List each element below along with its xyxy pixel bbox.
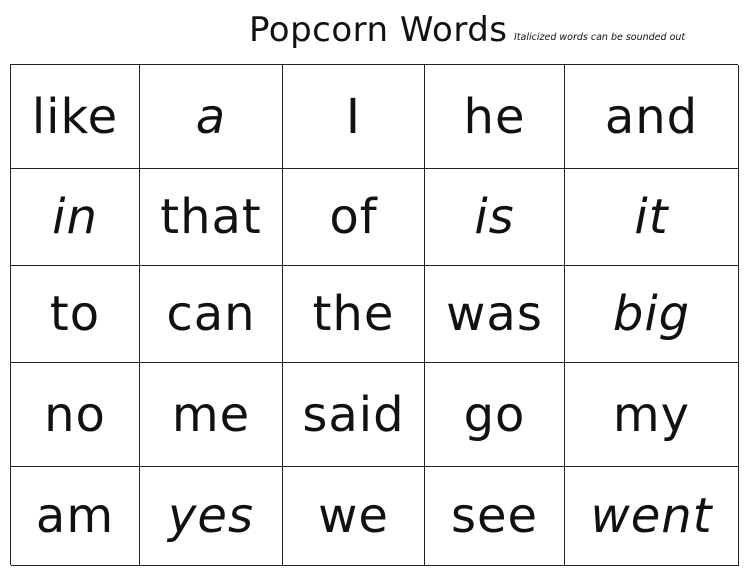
word-text: big	[612, 286, 691, 342]
word-text: me	[171, 386, 251, 443]
word-cell	[140, 169, 283, 266]
word-text: yes	[168, 488, 254, 544]
word-cell	[283, 363, 425, 467]
word-text: I	[345, 88, 362, 145]
word-text: he	[463, 88, 526, 145]
word-cell	[565, 363, 739, 467]
page-header	[0, 0, 746, 60]
word-cell	[283, 169, 425, 266]
word-cell	[140, 363, 283, 467]
word-text: to	[49, 286, 101, 342]
word-cell	[283, 266, 425, 363]
word-cell	[283, 467, 425, 566]
word-cell	[140, 65, 283, 169]
word-text: of	[329, 189, 378, 245]
word-cell	[425, 65, 565, 169]
word-text: see	[450, 488, 539, 544]
italic-note: Italicized words can be sounded out	[514, 32, 686, 43]
word-cell	[425, 266, 565, 363]
word-text: said	[302, 386, 405, 443]
word-text: no	[44, 386, 106, 443]
word-grid	[10, 64, 738, 565]
word-text: like	[31, 88, 119, 145]
word-text: my	[612, 386, 691, 443]
word-cell	[11, 266, 140, 363]
word-cell	[425, 363, 565, 467]
word-cell	[11, 169, 140, 266]
word-text: in	[52, 189, 98, 245]
word-text: can	[166, 286, 256, 342]
word-text: and	[604, 88, 699, 145]
word-text: the	[312, 286, 395, 342]
word-text: that	[160, 189, 262, 245]
word-cell	[565, 169, 739, 266]
page-title: Popcorn Words	[249, 10, 508, 50]
word-cell	[283, 65, 425, 169]
word-cell	[425, 169, 565, 266]
word-text: it	[634, 189, 669, 245]
word-cell	[11, 467, 140, 566]
word-cell	[565, 266, 739, 363]
word-cell	[11, 65, 140, 169]
word-text: was	[446, 286, 543, 342]
word-text: go	[463, 386, 526, 443]
word-cell	[140, 467, 283, 566]
word-cell	[425, 467, 565, 566]
word-cell	[140, 266, 283, 363]
word-cell	[565, 65, 739, 169]
word-text: we	[318, 488, 389, 544]
word-cell	[565, 467, 739, 566]
word-text: am	[35, 488, 115, 544]
word-text: a	[195, 88, 227, 145]
word-text: is	[474, 189, 515, 245]
word-text: went	[590, 488, 713, 544]
word-cell	[11, 363, 140, 467]
